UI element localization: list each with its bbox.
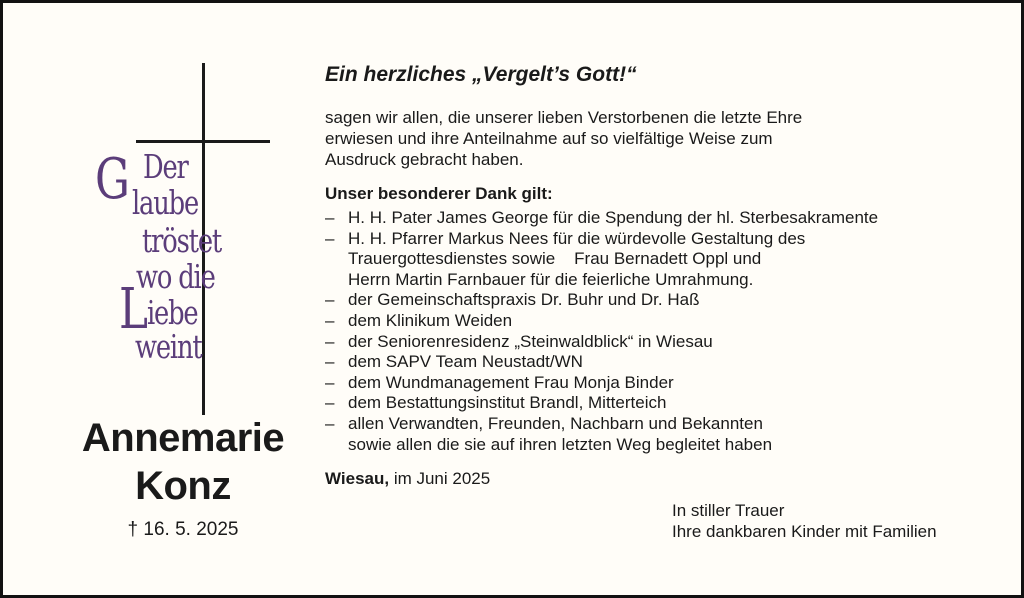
thanks-item-line: dem Bestattungsinstitut Brandl, Mitterteich	[348, 393, 667, 413]
place: Wiesau,	[325, 469, 390, 488]
motto-initial-g: G	[95, 147, 130, 212]
motto-initial-l: L	[119, 277, 149, 342]
thanks-item	[325, 229, 1005, 291]
thanks-item	[325, 393, 1005, 414]
date: im Juni 2025	[389, 469, 491, 488]
thanks-title: Unser besonderer Dank gilt:	[325, 184, 553, 203]
thanks-item-line: H. H. Pater James George für die Spendung der hl. Sterbesakramente	[348, 208, 879, 227]
cross-horizontal-bar	[136, 140, 270, 143]
intro-line: erwiesen und ihre Anteilnahme auf so vielfältige Weise zum	[325, 129, 773, 148]
dash-bullet: –	[325, 413, 335, 433]
thanks-item-line: dem SAPV Team Neustadt/WN	[348, 352, 583, 372]
thanks-item	[325, 311, 1005, 332]
thanks-item	[325, 414, 1005, 455]
death-date: † 16. 5. 2025	[127, 519, 239, 540]
dash-bullet: –	[325, 331, 335, 351]
thanks-item-line: sowie allen die sie auf ihren letzten Weg begleitet haben	[348, 434, 773, 454]
motto-line-2: laube	[132, 183, 199, 222]
dash-bullet: –	[325, 352, 335, 372]
dash-bullet: –	[325, 372, 335, 392]
thanks-item-line: dem Klinikum Weiden	[348, 310, 513, 330]
signature-line-1: In stiller Trauer	[672, 501, 785, 520]
headline: Ein herzliches „Vergelt’s Gott!“	[325, 63, 637, 86]
thanks-item	[325, 332, 1005, 353]
thanks-item-line: Herrn Martin Farnbauer für die feierliche Umrahmung.	[348, 269, 754, 289]
thanks-item	[325, 352, 1005, 373]
thanks-item-line: Trauergottesdienstes sowie Frau Bernadett Oppl und	[348, 249, 762, 269]
motto-line-4: wo die	[136, 257, 215, 296]
thanks-item-line: H. H. Pfarrer Markus Nees für die würdevolle Gestaltung des	[348, 228, 806, 248]
thanks-item	[325, 208, 1005, 229]
dash-bullet: –	[325, 393, 335, 413]
signature-line-2: Ihre dankbaren Kinder mit Familien	[672, 522, 937, 541]
motto-line-6: weint	[135, 327, 202, 366]
thanks-item-line: der Seniorenresidenz „Steinwaldblick“ in Wiesau	[348, 331, 713, 351]
motto-line-5: iebe	[147, 293, 198, 332]
motto-line-1: Der	[143, 147, 188, 186]
dash-bullet: –	[325, 228, 335, 248]
intro-line: Ausdruck gebracht haben.	[325, 150, 524, 169]
dash-bullet: –	[325, 208, 335, 227]
thanks-item-line: allen Verwandten, Freunden, Nachbarn und Bekannten	[348, 413, 763, 433]
dash-bullet: –	[325, 310, 335, 330]
thanks-item-line: der Gemeinschaftspraxis Dr. Buhr und Dr. Haß	[348, 290, 700, 310]
thanks-item	[325, 290, 1005, 311]
signature	[672, 500, 937, 542]
deceased-first-name: Annemarie	[81, 416, 285, 460]
thanks-item-line: dem Wundmanagement Frau Monja Binder	[348, 372, 674, 392]
place-date	[325, 469, 490, 489]
intro-text	[325, 107, 945, 170]
motto-line-3: tröstet	[142, 221, 222, 260]
thanks-item	[325, 373, 1005, 394]
thanks-list	[325, 208, 1005, 455]
intro-line: sagen wir allen, die unserer lieben Verstorbenen die letzte Ehre	[325, 108, 803, 127]
dash-bullet: –	[325, 290, 335, 310]
deceased-last-name: Konz	[135, 464, 231, 508]
